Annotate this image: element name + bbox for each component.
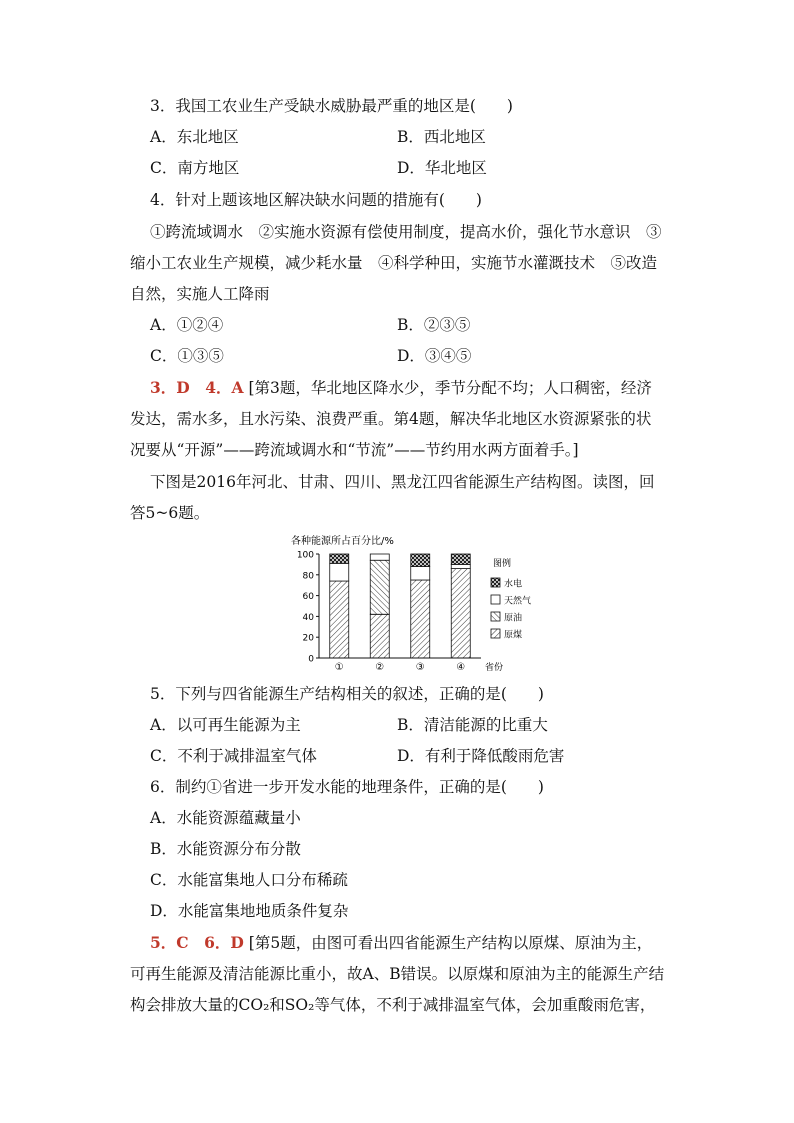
chart-ylabel: 各种能源所占百分比/% (291, 536, 394, 547)
q5-option-b: B．清洁能源的比重大 (397, 716, 548, 734)
bar-segment (451, 554, 470, 564)
bar-segment (370, 614, 389, 658)
bar-segment (330, 581, 349, 658)
answer-3-4-line1 (150, 378, 652, 398)
answer-5-6-line3: 构会排放大量的CO₂和SO₂等气体，不利于减排温室气体，会加重酸雨危害， (130, 996, 656, 1014)
intro-line2: 答5~6题。 (130, 504, 210, 522)
bar-segment (370, 554, 389, 560)
q6-option-a: A．水能资源蕴藏量小 (150, 809, 301, 827)
answer-3-4-key: 3．D 4．A (150, 378, 244, 397)
q3-option-c: C．南方地区 (150, 159, 240, 177)
q3-option-d: D．华北地区 (397, 159, 487, 177)
answer-5-6-line2: 可再生能源及清洁能源比重小，故A、B错误。以原煤和原油为主的能源生产结 (130, 965, 665, 983)
q6-option-d: D．水能富集地地质条件复杂 (150, 902, 349, 920)
bar-segment (451, 569, 470, 658)
q6-option-c: C．水能富集地人口分布稀疏 (150, 871, 348, 889)
y-axis (297, 551, 319, 665)
answer-5-6-explain: [第5题，由图可看出四省能源生产结构以原煤、原油为主， (248, 934, 653, 952)
bar-segment (411, 566, 430, 580)
legend-label: 原油 (504, 613, 523, 624)
q4-option-d: D．③④⑤ (397, 347, 472, 365)
q3-stem: 3．我国工农业生产受缺水威胁最严重的地区是( ) (150, 97, 513, 115)
y-tick-label: 20 (302, 633, 314, 644)
legend-label: 天然气 (504, 596, 532, 607)
q4-item-line3: 自然，实施人工降雨 (130, 285, 270, 303)
q5-option-a: A．以可再生能源为主 (150, 716, 301, 734)
legend-swatch (491, 595, 500, 604)
x-tick-label: ③ (415, 662, 425, 672)
y-tick-label: 0 (308, 654, 314, 665)
legend-swatch (491, 578, 500, 587)
legend-swatch (491, 612, 500, 621)
x-axis-label: 省份 (485, 663, 504, 672)
x-tick-label: ④ (456, 662, 466, 672)
answer-3-4-line3: 况要从“开源”——跨流域调水和“节流”——节约用水两方面着手。] (130, 441, 579, 459)
intro-line1: 下图是2016年河北、甘肃、四川、黑龙江四省能源生产结构图。读图，回 (150, 473, 655, 491)
q4-option-a: A．①②④ (150, 316, 224, 334)
y-tick-label: 100 (296, 550, 314, 561)
answer-3-4-explain: [第3题，华北地区降水少，季节分配不均；人口稠密，经济 (248, 379, 652, 397)
bar-segment (411, 554, 430, 566)
answer-5-6-key: 5．C 6．D (150, 933, 244, 952)
bars (330, 554, 471, 658)
q4-option-b: B．②③⑤ (397, 316, 471, 334)
x-axis (319, 658, 503, 672)
y-tick-label: 40 (302, 612, 314, 623)
y-tick-label: 60 (302, 592, 314, 603)
q3-option-b: B．西北地区 (397, 128, 486, 146)
q5-option-d: D．有利于降低酸雨危害 (397, 747, 565, 765)
q4-item-line1: ①跨流域调水 ②实施水资源有偿使用制度，提高水价，强化节水意识 ③ (150, 223, 662, 241)
q4-option-c: C．①③⑤ (150, 347, 224, 365)
bar-segment (411, 580, 430, 658)
bar-segment (330, 563, 349, 581)
bar-segment (330, 554, 349, 563)
x-tick-label: ② (375, 662, 385, 672)
answer-3-4-line2: 发达，需水多，且水污染、浪费严重。第4题，解决华北地区水资源紧张的状 (130, 410, 652, 428)
chart-legend (491, 557, 531, 641)
y-tick-label: 80 (302, 571, 314, 582)
legend-swatch (491, 629, 500, 638)
energy-structure-chart (283, 532, 573, 672)
legend-title: 图例 (493, 559, 512, 569)
q3-option-a: A．东北地区 (150, 128, 239, 146)
bar-segment (370, 560, 389, 614)
q5-stem: 5．下列与四省能源生产结构相关的叙述，正确的是( ) (150, 685, 544, 703)
x-tick-label: ① (334, 662, 344, 672)
bar-segment (451, 564, 470, 568)
q5-option-c: C．不利于减排温室气体 (150, 747, 317, 765)
q4-item-line2: 缩小工农业生产规模，减少耗水量 ④科学种田，实施节水灌溉技术 ⑤改造 (130, 254, 658, 272)
legend-label: 水电 (504, 579, 523, 590)
q6-stem: 6．制约①省进一步开发水能的地理条件，正确的是( ) (150, 778, 544, 796)
q6-option-b: B．水能资源分布分散 (150, 840, 301, 858)
answer-5-6-line1 (150, 933, 652, 953)
q4-stem: 4．针对上题该地区解决缺水问题的措施有( ) (150, 191, 482, 209)
legend-label: 原煤 (504, 630, 523, 641)
